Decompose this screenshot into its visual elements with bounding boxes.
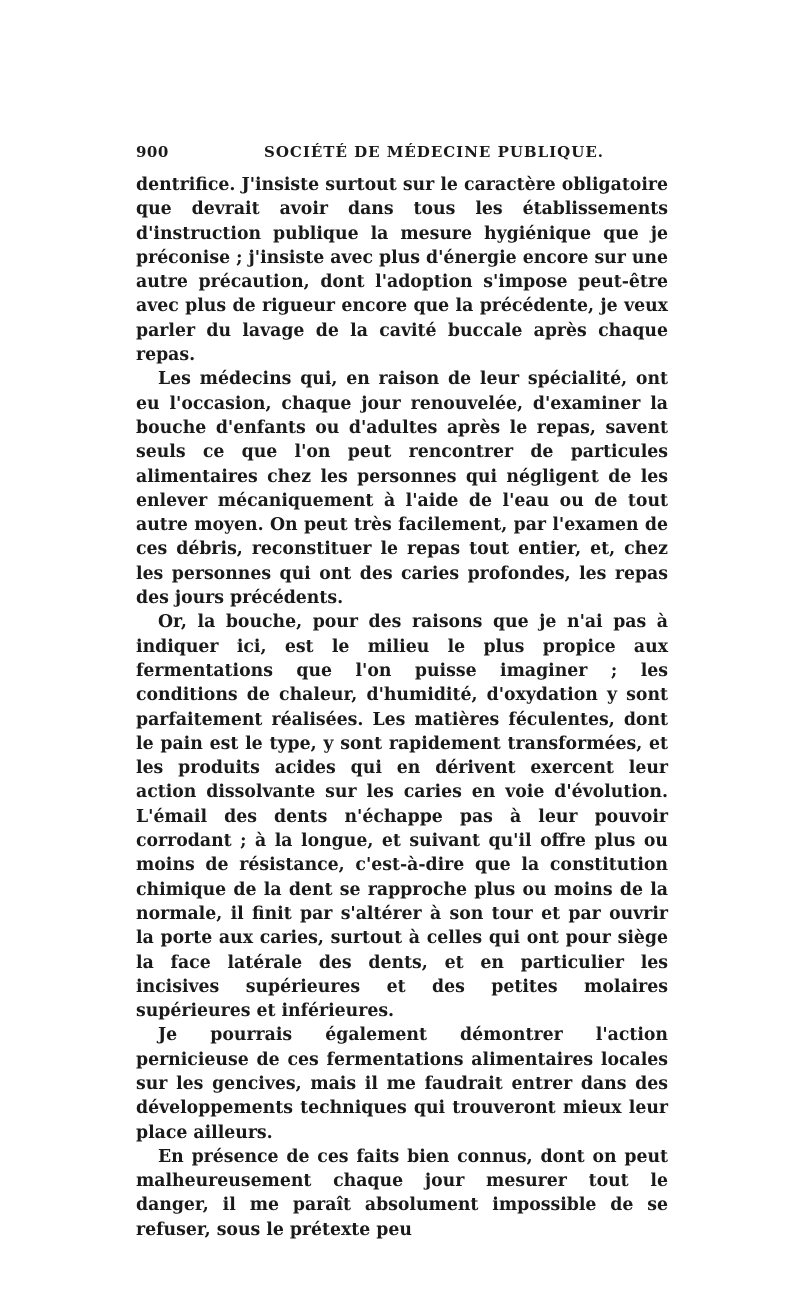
paragraph-1: dentrifice. J'insiste surtout sur le caractère obligatoire que devrait avoir dans tous les établissements d'instruction publique la mesure hygiénique que je préconise ; j'insiste avec plus d'énergie encore sur une autre précaution, dont l'adoption s'impose peut-être avec plus de rigueur encore que la précédente, je veux parler du lavage de la cavité buccale après chaque repas. [136,175,668,366]
running-title: SOCIÉTÉ DE MÉDECINE PUBLIQUE. [264,143,604,161]
paragraph-3: Or, la bouche, pour des raisons que je n'ai pas à indiquer ici, est le milieu le plus propice aux fermentations que l'on puisse imaginer ; les conditions de chaleur, d'humidité, d'oxydation y sont parfaitement réalisées. Les matières féculentes, dont le pain est le type, y sont rapidement transformées, et les produits acides qui en dérivent exercent leur action dissolvante sur les caries en voie d'évolution. L'émail des dents n'échappe pas à leur pouvoir corrodant ; à la longue, et suivant qu'il offre plus ou moins de résistance, c'est-à-dire que la constitution chimique de la dent se rapproche plus ou moins de la normale, il finit par s'altérer à son tour et par ouvrir la porte aux caries, surtout à celles qui ont pour siège la face latérale des dents, et en particulier les incisives supérieures et des petites molaires supérieures et inférieures. [136,612,668,1022]
body-text [136,173,668,1242]
page-number: 900 [136,143,169,161]
paragraph-4: Je pourrais également démontrer l'action pernicieuse de ces fermentations alimentaires locales sur les gencives, mais il me faudrait entrer dans des développements techniques qui trouveront mieux leur place ailleurs. [136,1025,668,1143]
paragraph-2: Les médecins qui, en raison de leur spécialité, ont eu l'occasion, chaque jour renouvelée, d'examiner la bouche d'enfants ou d'adultes après le repas, savent seuls ce que l'on peut rencontrer de particules alimentaires chez les personnes qui négligent de les enlever mécaniquement à l'aide de l'eau ou de tout autre moyen. On peut très facilement, par l'examen de ces débris, reconstituer le repas tout entier, et, chez les personnes qui ont des caries profondes, les repas des jours précédents. [136,369,668,609]
running-header [136,143,670,167]
paragraph-5: En présence de ces faits bien connus, dont on peut malheureusement chaque jour mesurer tout le danger, il me paraît absolument impossible de se refuser, sous le prétexte peu [136,1146,668,1240]
